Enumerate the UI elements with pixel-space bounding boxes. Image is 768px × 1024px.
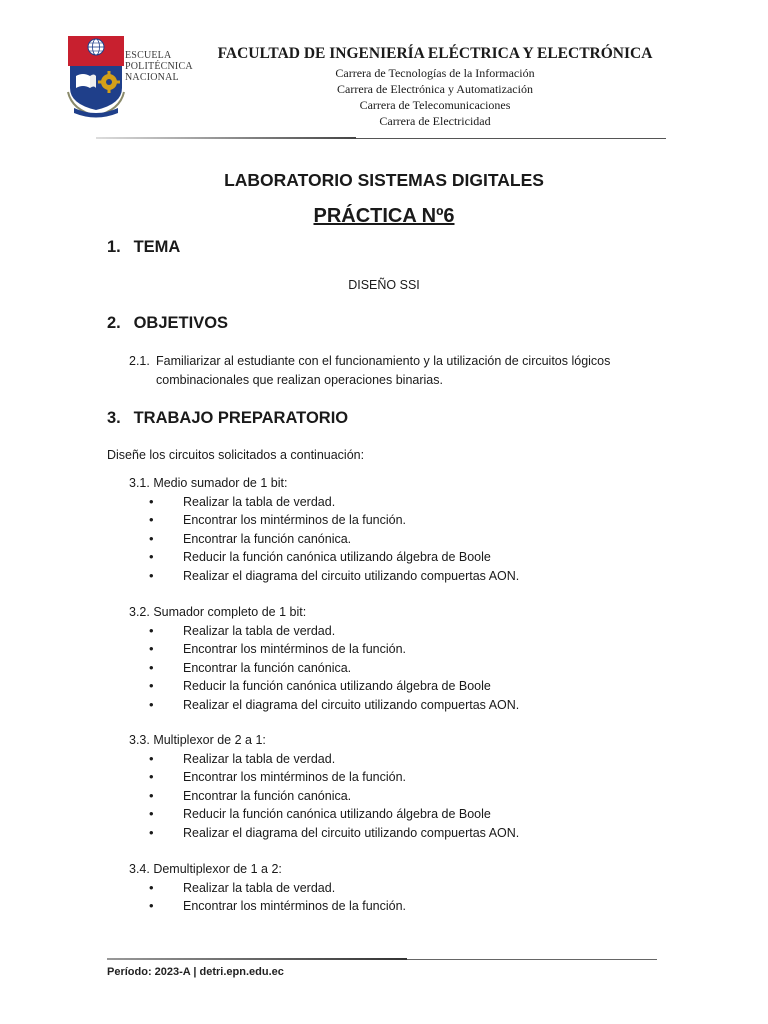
list-item: • Realizar el diagrama del circuito utilizando compuertas AON. [129, 567, 519, 586]
careers-list [190, 65, 680, 129]
list-item: • Encontrar la función canónica. [129, 530, 519, 549]
section-heading-trabajo [107, 409, 348, 428]
logo-line: NACIONAL [125, 72, 179, 83]
list-item: • Realizar la tabla de verdad. [129, 879, 406, 898]
list-item: • Encontrar los mintérminos de la función. [129, 640, 519, 659]
subsection-full-adder [129, 603, 519, 714]
section-title: TRABAJO PREPARATORIO [133, 409, 349, 427]
career-item: Carrera de Tecnologías de la Información [335, 66, 535, 80]
faculty-title: FACULTAD DE INGENIERÍA ELÉCTRICA Y ELECTRÓNICA [217, 45, 653, 62]
career-item: Carrera de Electrónica y Automatización [337, 82, 533, 96]
section-number: 1. [107, 238, 121, 256]
list-item: • Encontrar los mintérminos de la función. [129, 897, 406, 916]
objective-text-line1: Familiarizar al estudiante con el funcionamiento y la utilización de circuitos lógicos [156, 354, 611, 368]
objective-item [129, 352, 689, 389]
subsection-title: 3.1. Medio sumador de 1 bit: [129, 476, 288, 490]
logo-line: ESCUELA [125, 50, 172, 61]
logo-line: POLITÉCNICA [125, 61, 193, 72]
list-item: • Encontrar los mintérminos de la función. [129, 768, 519, 787]
career-item: Carrera de Telecomunicaciones [359, 98, 511, 112]
lab-title: LABORATORIO SISTEMAS DIGITALES [224, 170, 544, 190]
objective-text-line2: combinacionales que realizan operaciones binarias. [156, 372, 443, 387]
subsection-multiplexer [129, 731, 519, 842]
bullet-list [129, 750, 519, 843]
list-item: • Reducir la función canónica utilizando álgebra de Boole [129, 677, 519, 696]
logo-wordmark [125, 50, 193, 83]
subsection-title: 3.2. Sumador completo de 1 bit: [129, 605, 307, 619]
header-divider-accent [96, 137, 356, 139]
practice-title [0, 205, 768, 228]
list-item: • Realizar la tabla de verdad. [129, 622, 519, 641]
topic-text: DISEÑO SSI [348, 278, 420, 292]
subsection-demultiplexer [129, 860, 406, 916]
subsection-half-adder [129, 474, 519, 585]
list-item: • Realizar la tabla de verdad. [129, 750, 519, 769]
intro-text: Diseñe los circuitos solicitados a continuación: [107, 448, 365, 462]
list-item: • Reducir la función canónica utilizando álgebra de Boole [129, 548, 519, 567]
list-item: • Realizar la tabla de verdad. [129, 493, 519, 512]
career-item: Carrera de Electricidad [379, 114, 491, 128]
section-heading-objetivos [107, 314, 228, 333]
section-title: TEMA [133, 238, 181, 256]
section-number: 2. [107, 314, 121, 332]
list-item: • Realizar el diagrama del circuito utilizando compuertas AON. [129, 824, 519, 843]
footer-text: Período: 2023-A | detri.epn.edu.ec [107, 966, 284, 978]
subsection-title: 3.3. Multiplexor de 2 a 1: [129, 733, 266, 747]
subsection-title: 3.4. Demultiplexor de 1 a 2: [129, 862, 282, 876]
bullet-list [129, 622, 519, 715]
list-item: • Reducir la función canónica utilizando álgebra de Boole [129, 805, 519, 824]
bullet-list [129, 879, 406, 916]
section-heading-tema [107, 238, 180, 257]
section-number: 3. [107, 409, 121, 427]
list-item: • Encontrar la función canónica. [129, 659, 519, 678]
footer-divider-accent [107, 958, 407, 960]
bullet-list [129, 493, 519, 586]
list-item: • Encontrar la función canónica. [129, 787, 519, 806]
list-item: • Encontrar los mintérminos de la función. [129, 511, 519, 530]
objective-number: 2.1. [129, 354, 150, 368]
practice-title-text: PRÁCTICA Nº6 [313, 205, 455, 227]
list-item: • Realizar el diagrama del circuito utilizando compuertas AON. [129, 696, 519, 715]
section-title: OBJETIVOS [133, 314, 229, 332]
